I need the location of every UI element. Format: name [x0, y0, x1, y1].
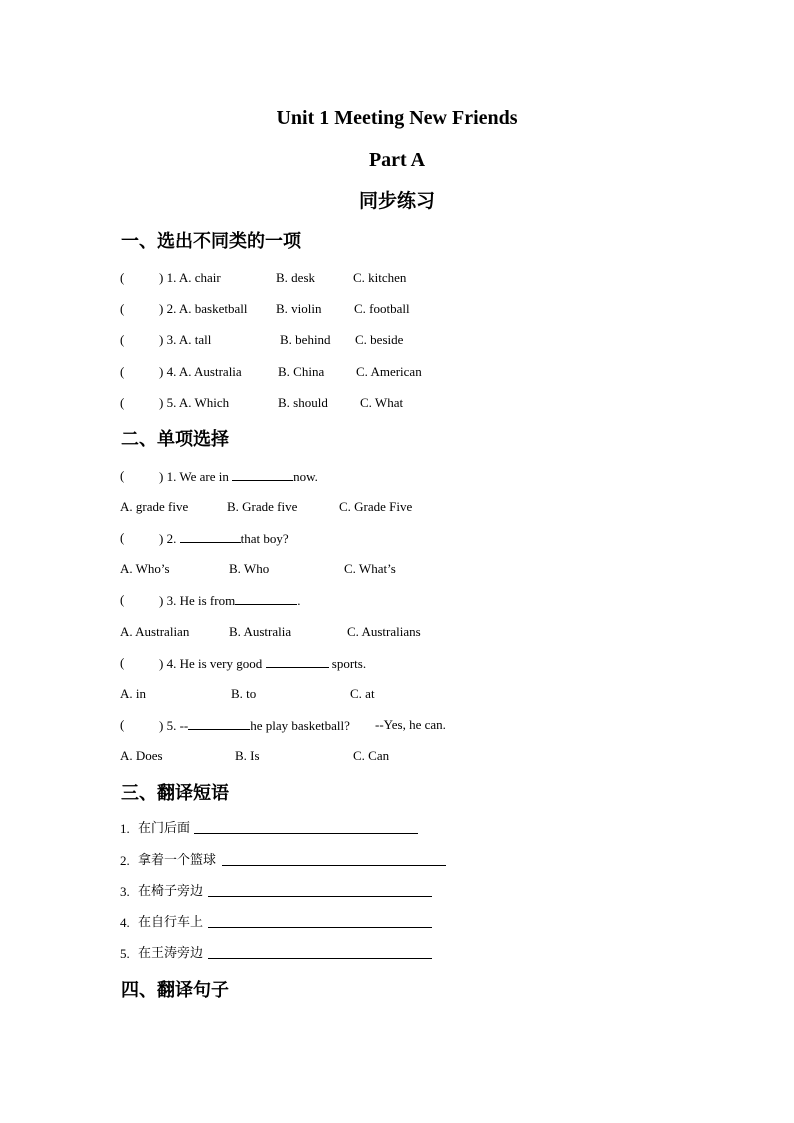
answer-blank[interactable] — [188, 716, 250, 730]
page-subtitle: 同步练习 — [358, 190, 435, 212]
question-option-b: B. behind — [280, 332, 331, 347]
question-option-a: ) 4. A. Australia — [159, 364, 242, 379]
answer-blank[interactable] — [235, 591, 297, 605]
option-c: C. Australians — [347, 624, 421, 639]
item-number: 4. — [120, 915, 130, 930]
question-option-a: ) 1. A. chair — [159, 270, 221, 285]
answer-paren: ( — [120, 364, 125, 379]
option-c: C. at — [350, 686, 375, 701]
phrase-text: 在椅子旁边 — [138, 884, 204, 899]
answer-paren: ( — [120, 332, 125, 347]
answer-paren: ( — [120, 468, 125, 483]
option-a: A. Does — [120, 748, 163, 763]
list-item — [0, 820, 794, 838]
option-a: A. grade five — [120, 499, 189, 514]
question-stem — [159, 529, 289, 548]
answer-paren: ( — [120, 530, 125, 545]
list-item — [0, 300, 794, 318]
answer-blank[interactable] — [208, 945, 432, 959]
options-row — [0, 560, 794, 578]
page-title: Unit 1 Meeting New Friends — [276, 107, 518, 129]
list-item — [0, 914, 794, 932]
list-item — [0, 331, 794, 349]
question-option-a: ) 5. A. Which — [159, 395, 230, 410]
question-option-c: C. kitchen — [353, 270, 407, 285]
question-option-a: ) 3. A. tall — [159, 332, 212, 347]
option-b: B. Australia — [229, 624, 292, 639]
question-option-c: C. American — [356, 364, 422, 379]
answer-paren: ( — [120, 592, 125, 607]
item-number: 5. — [120, 946, 130, 961]
answer-paren: ( — [120, 717, 125, 732]
option-c: C. Grade Five — [339, 499, 413, 514]
item-number: 2. — [120, 853, 130, 868]
question-stem — [159, 591, 300, 610]
option-b: B. Grade five — [227, 499, 298, 514]
option-c: C. Can — [353, 748, 390, 763]
options-row — [0, 747, 794, 765]
question-text: sports. — [328, 656, 367, 671]
question-option-b: B. violin — [276, 301, 322, 316]
question-option-c: C. beside — [355, 332, 404, 347]
section-1-heading: 一、选出不同类的一项 — [121, 231, 301, 252]
section-4-heading: 四、翻译句子 — [121, 980, 229, 1001]
question-text: that boy? — [240, 531, 289, 546]
question-row — [0, 716, 794, 734]
option-a: A. in — [120, 686, 146, 701]
question-option-b: B. desk — [276, 270, 315, 285]
question-row — [0, 467, 794, 485]
question-text: ) 2. — [159, 531, 180, 546]
question-stem — [159, 716, 350, 735]
question-text: ) 3. He is from — [159, 593, 236, 608]
option-b: B. to — [231, 686, 257, 701]
question-option-a: ) 2. A. basketball — [159, 301, 248, 316]
list-item — [0, 852, 794, 870]
answer-paren: ( — [120, 301, 125, 316]
list-item — [0, 269, 794, 287]
phrase-text: 在自行车上 — [138, 915, 204, 930]
part-label: Part A — [368, 149, 426, 171]
option-b: B. Who — [229, 561, 270, 576]
item-number: 3. — [120, 884, 130, 899]
phrase-text: 在门后面 — [138, 821, 191, 836]
answer-blank[interactable] — [180, 529, 241, 543]
list-item — [0, 394, 794, 412]
list-item — [0, 945, 794, 963]
answer-paren: ( — [120, 395, 125, 410]
option-a: A. Australian — [120, 624, 190, 639]
question-row — [0, 591, 794, 609]
answer-blank[interactable] — [266, 654, 329, 668]
option-a: A. Who’s — [120, 561, 170, 576]
answer-blank[interactable] — [208, 914, 432, 928]
section-3-heading: 三、翻译短语 — [121, 783, 229, 804]
question-option-b: B. should — [278, 395, 328, 410]
answer-paren: ( — [120, 270, 125, 285]
list-item — [0, 363, 794, 381]
section-2-heading: 二、单项选择 — [121, 429, 229, 450]
question-option-c: C. football — [354, 301, 410, 316]
phrase-text: 拿着一个篮球 — [138, 853, 217, 868]
question-row — [0, 654, 794, 672]
item-number: 1. — [120, 821, 130, 836]
question-stem — [159, 654, 366, 673]
answer-blank[interactable] — [222, 852, 446, 866]
options-row — [0, 498, 794, 516]
question-option-c: C. What — [360, 395, 404, 410]
options-row — [0, 623, 794, 641]
question-text: ) 5. -- — [159, 718, 189, 733]
question-option-b: B. China — [278, 364, 325, 379]
question-stem — [159, 467, 318, 486]
answer-hint: --Yes, he can. — [375, 717, 446, 732]
list-item — [0, 883, 794, 901]
question-text: ) 4. He is very good — [159, 656, 266, 671]
question-row — [0, 529, 794, 547]
option-c: C. What’s — [344, 561, 396, 576]
question-text: he play basketball? — [250, 718, 350, 733]
option-b: B. Is — [235, 748, 260, 763]
question-text: now. — [293, 469, 318, 484]
answer-blank[interactable] — [194, 820, 418, 834]
answer-blank[interactable] — [232, 467, 293, 481]
phrase-text: 在王涛旁边 — [138, 946, 204, 961]
question-text: . — [297, 593, 301, 608]
question-text: ) 1. We are in — [159, 469, 233, 484]
answer-paren: ( — [120, 655, 125, 670]
options-row — [0, 685, 794, 703]
answer-blank[interactable] — [208, 883, 432, 897]
